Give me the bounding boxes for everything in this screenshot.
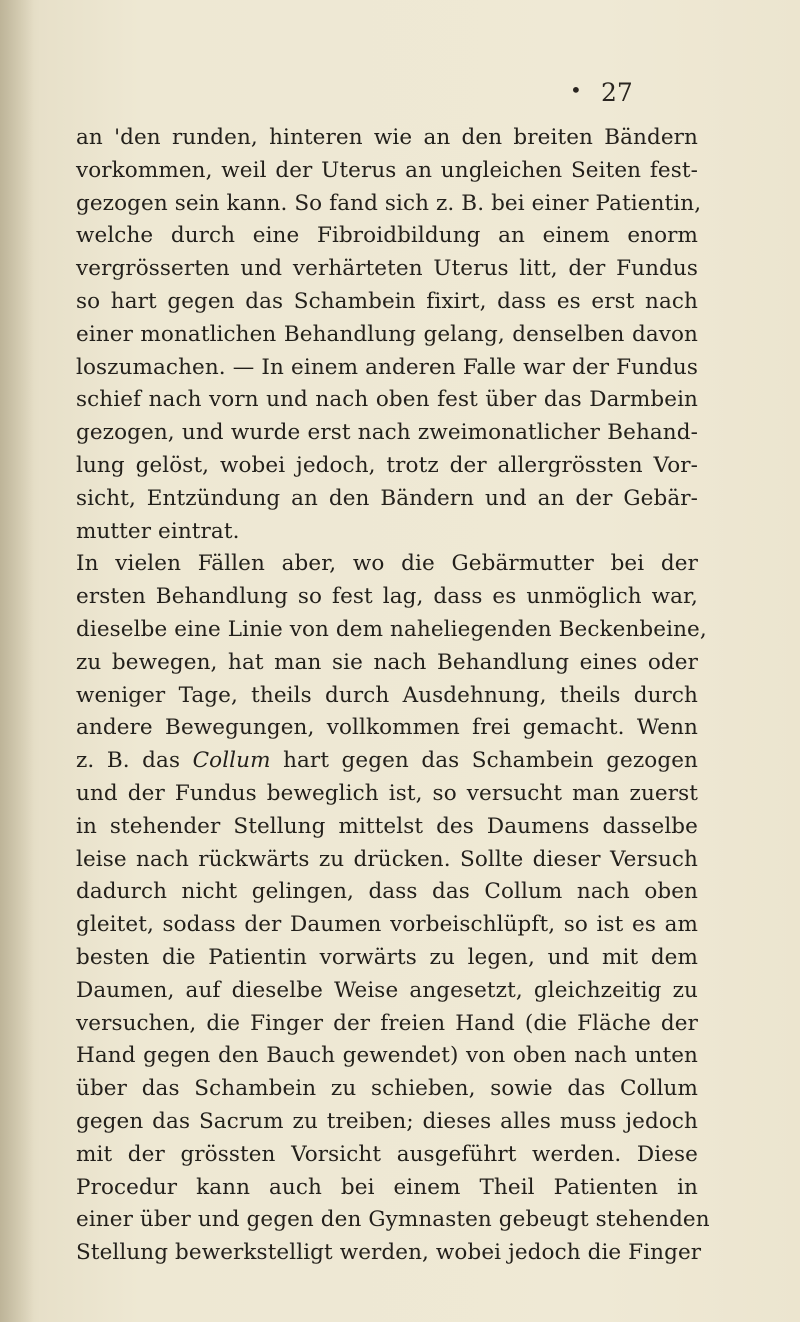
text-line: dieselbe eine Linie von dem naheliegenden Beckenbeine, <box>76 616 707 642</box>
text-line: einer über und gegen den Gymnasten gebeugt stehenden <box>76 1207 710 1233</box>
text-line: Stellung bewerkstelligt werden, wobei jedoch die Finger <box>76 1240 702 1266</box>
text-line: so hart gegen das Schambein fixirt, dass es erst nach <box>76 288 698 314</box>
header-mark: • <box>570 78 582 102</box>
text-line: welche durch eine Fibroidbildung an einem enorm <box>76 223 698 249</box>
text-line: und der Fundus beweglich ist, so versucht man zuerst <box>76 780 698 806</box>
text-segment: z. B. das <box>76 748 193 774</box>
text-line: mit der grössten Vorsicht ausgeführt werden. Diese <box>76 1141 698 1167</box>
text-line: Procedur kann auch bei einem Theil Patienten in <box>76 1174 698 1200</box>
text-line: zu bewegen, hat man sie nach Behandlung eines oder <box>76 649 698 675</box>
text-segment: hart gegen das Schambein gezogen <box>270 748 698 774</box>
text-line: ersten Behandlung so fest lag, dass es unmöglich war, <box>76 584 698 610</box>
page-header <box>0 74 800 114</box>
text-line: besten die Patientin vorwärts zu legen, und mit dem <box>76 944 698 970</box>
text-line: lung gelöst, wobei jedoch, trotz der allergrössten Vor- <box>76 452 698 478</box>
text-line: gezogen, und wurde erst nach zweimonatlicher Behand- <box>76 420 698 446</box>
text-line: sicht, Entzündung an den Bändern und an der Gebär- <box>76 485 698 511</box>
text-line: über das Schambein zu schieben, sowie das Collum <box>76 1076 698 1102</box>
text-line: dadurch nicht gelingen, dass das Collum nach oben <box>76 879 698 905</box>
body-text <box>76 122 710 1270</box>
text-line: weniger Tage, theils durch Ausdehnung, theils durch <box>76 682 698 708</box>
text-line: gleitet, sodass der Daumen vorbeischlüpft, so ist es am <box>76 912 698 938</box>
text-line: vergrösserten und verhärteten Uterus litt, der Fundus <box>76 256 698 282</box>
text-line: versuchen, die Finger der freien Hand (die Fläche der <box>76 1010 698 1036</box>
text-line: gegen das Sacrum zu treiben; dieses alles muss jedoch <box>76 1108 698 1134</box>
text-line: in stehender Stellung mittelst des Daumens dasselbe <box>76 813 698 839</box>
text-line: vorkommen, weil der Uterus an ungleichen Seiten fest- <box>76 157 698 183</box>
text-line: loszumachen. — In einem anderen Falle war der Fundus <box>76 354 698 380</box>
page-gutter-shadow <box>0 0 34 1322</box>
text-line: einer monatlichen Behandlung gelang, denselben davon <box>76 321 698 347</box>
text-line: Hand gegen den Bauch gewendet) von oben nach unten <box>76 1043 698 1069</box>
paragraph-start-line: In vielen Fällen aber, wo die Gebärmutter bei der <box>76 551 698 577</box>
text-line: mutter eintrat. <box>76 518 240 544</box>
text-line: Daumen, auf dieselbe Weise angesetzt, gleichzeitig zu <box>76 977 698 1003</box>
text-line: gezogen sein kann. So fand sich z. B. bei einer Patientin, <box>76 190 702 216</box>
text-line: an 'den runden, hinteren wie an den breiten Bändern <box>76 125 698 150</box>
text-line: leise nach rückwärts zu drücken. Sollte dieser Versuch <box>76 846 698 872</box>
page-number: 27 <box>601 78 633 107</box>
text-line: andere Bewegungen, vollkommen frei gemacht. Wenn <box>76 715 698 741</box>
italic-term: Collum <box>192 748 271 774</box>
text-line: schief nach vorn und nach oben fest über das Darmbein <box>76 387 698 413</box>
text-line-with-italic <box>76 745 698 778</box>
